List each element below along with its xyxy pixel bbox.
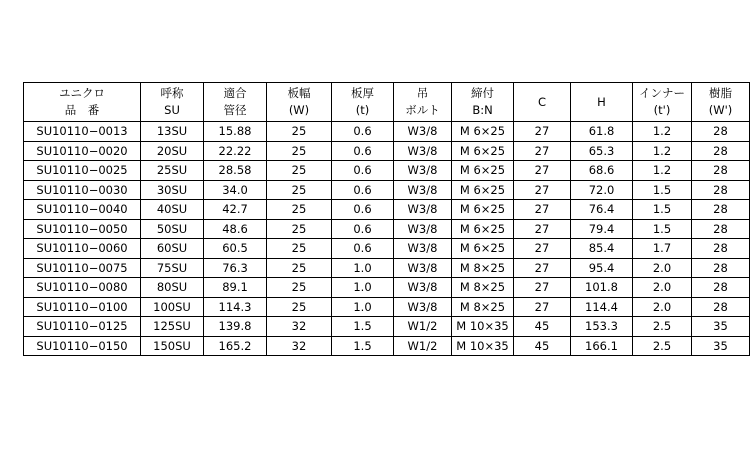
header-line-2: SU xyxy=(164,103,180,117)
table-cell: 61.8 xyxy=(571,122,633,142)
table-cell: 42.7 xyxy=(204,200,267,220)
table-row xyxy=(24,141,750,161)
table-cell: 48.6 xyxy=(204,219,267,239)
header-resin-width xyxy=(692,83,750,122)
table-cell: 27 xyxy=(514,239,571,259)
table-cell: 60SU xyxy=(141,239,204,259)
table-cell: SU10110−0050 xyxy=(24,219,141,239)
table-cell: 22.22 xyxy=(204,141,267,161)
table-cell: W3/8 xyxy=(394,258,452,278)
table-cell: 45 xyxy=(514,317,571,337)
table-cell: 80SU xyxy=(141,278,204,298)
header-line-1: 板幅 xyxy=(287,86,311,100)
table-cell: 28.58 xyxy=(204,161,267,181)
table-cell: 1.5 xyxy=(332,317,394,337)
table-row xyxy=(24,336,750,356)
table-cell: 114.4 xyxy=(571,297,633,317)
table-cell: 25 xyxy=(267,200,332,220)
table-cell: 2.0 xyxy=(633,297,692,317)
table-cell: 139.8 xyxy=(204,317,267,337)
header-line-1: ユニクロ xyxy=(59,86,105,100)
table-cell: 28 xyxy=(692,141,750,161)
table-cell: 45 xyxy=(514,336,571,356)
table-cell: 1.5 xyxy=(633,180,692,200)
header-line-2: (W') xyxy=(708,103,733,117)
table-row xyxy=(24,219,750,239)
table-cell: 79.4 xyxy=(571,219,633,239)
table-cell: 89.1 xyxy=(204,278,267,298)
table-cell: 75SU xyxy=(141,258,204,278)
table-cell: 28 xyxy=(692,239,750,259)
table-cell: M 6×25 xyxy=(452,161,514,181)
table-cell: 25 xyxy=(267,258,332,278)
header-h xyxy=(571,83,633,122)
table-cell: 153.3 xyxy=(571,317,633,337)
table-cell: M 8×25 xyxy=(452,278,514,298)
table-cell: 2.0 xyxy=(633,258,692,278)
table-cell: 27 xyxy=(514,180,571,200)
table-cell: 28 xyxy=(692,297,750,317)
table-row xyxy=(24,200,750,220)
table-cell: 28 xyxy=(692,180,750,200)
header-plate-width xyxy=(267,83,332,122)
table-cell: 27 xyxy=(514,219,571,239)
table-cell: 1.0 xyxy=(332,258,394,278)
table-cell: 1.2 xyxy=(633,161,692,181)
table-cell: W3/8 xyxy=(394,122,452,142)
table-cell: M 8×25 xyxy=(452,258,514,278)
table-cell: 1.5 xyxy=(332,336,394,356)
table-cell: 25 xyxy=(267,122,332,142)
table-cell: W3/8 xyxy=(394,161,452,181)
table-cell: SU10110−0013 xyxy=(24,122,141,142)
table-cell: 166.1 xyxy=(571,336,633,356)
table-cell: 68.6 xyxy=(571,161,633,181)
table-cell: 25 xyxy=(267,239,332,259)
header-line-2: 品 番 xyxy=(64,103,100,117)
table-cell: 13SU xyxy=(141,122,204,142)
table-cell: 1.5 xyxy=(633,200,692,220)
table-cell: 28 xyxy=(692,122,750,142)
table-cell: 101.8 xyxy=(571,278,633,298)
table-row xyxy=(24,317,750,337)
header-line-2: ボルト xyxy=(405,103,440,117)
table-cell: 27 xyxy=(514,122,571,142)
table-cell: 0.6 xyxy=(332,239,394,259)
table-cell: SU10110−0125 xyxy=(24,317,141,337)
header-fastening-bn xyxy=(452,83,514,122)
header-line-2: 管径 xyxy=(223,103,247,117)
header-line-2: (t') xyxy=(653,103,671,117)
table-cell: 28 xyxy=(692,278,750,298)
header-line-1: C xyxy=(537,94,547,109)
table-cell: 2.0 xyxy=(633,278,692,298)
table-cell: 27 xyxy=(514,278,571,298)
table-cell: W3/8 xyxy=(394,239,452,259)
table-cell: 1.2 xyxy=(633,141,692,161)
table-cell: 0.6 xyxy=(332,200,394,220)
table-cell: M 10×35 xyxy=(452,336,514,356)
table-cell: SU10110−0040 xyxy=(24,200,141,220)
table-cell: 25 xyxy=(267,297,332,317)
table-cell: 2.5 xyxy=(633,336,692,356)
table-cell: 40SU xyxy=(141,200,204,220)
table-cell: 0.6 xyxy=(332,219,394,239)
table-cell: 0.6 xyxy=(332,161,394,181)
header-hanging-bolt xyxy=(394,83,452,122)
table-cell: SU10110−0030 xyxy=(24,180,141,200)
table-row xyxy=(24,180,750,200)
table-cell: 30SU xyxy=(141,180,204,200)
spec-table xyxy=(23,82,750,356)
table-cell: 28 xyxy=(692,161,750,181)
header-part-number xyxy=(24,83,141,122)
table-cell: 1.5 xyxy=(633,219,692,239)
table-cell: SU10110−0075 xyxy=(24,258,141,278)
header-plate-thickness xyxy=(332,83,394,122)
table-cell: 28 xyxy=(692,258,750,278)
table-cell: 32 xyxy=(267,336,332,356)
table-cell: 76.3 xyxy=(204,258,267,278)
table-cell: 27 xyxy=(514,141,571,161)
table-cell: W1/2 xyxy=(394,317,452,337)
header-pipe-diameter xyxy=(204,83,267,122)
table-cell: 0.6 xyxy=(332,180,394,200)
table-cell: 27 xyxy=(514,297,571,317)
table-cell: SU10110−0080 xyxy=(24,278,141,298)
header-c xyxy=(514,83,571,122)
table-cell: M 8×25 xyxy=(452,297,514,317)
header-line-1: 樹脂 xyxy=(709,86,732,100)
table-cell: W3/8 xyxy=(394,180,452,200)
table-cell: 25SU xyxy=(141,161,204,181)
table-cell: M 6×25 xyxy=(452,200,514,220)
table-cell: 2.5 xyxy=(633,317,692,337)
table-cell: 27 xyxy=(514,200,571,220)
table-cell: 25 xyxy=(267,161,332,181)
table-cell: W3/8 xyxy=(394,200,452,220)
table-cell: W3/8 xyxy=(394,297,452,317)
table-body xyxy=(24,122,750,356)
table-cell: 27 xyxy=(514,258,571,278)
table-cell: SU10110−0150 xyxy=(24,336,141,356)
table-cell: M 6×25 xyxy=(452,239,514,259)
header-size-su xyxy=(141,83,204,122)
table-cell: M 6×25 xyxy=(452,180,514,200)
table-cell: 0.6 xyxy=(332,122,394,142)
table-cell: SU10110−0060 xyxy=(24,239,141,259)
table-row xyxy=(24,258,750,278)
table-cell: 28 xyxy=(692,200,750,220)
table-row xyxy=(24,297,750,317)
table-cell: SU10110−0100 xyxy=(24,297,141,317)
table-cell: 76.4 xyxy=(571,200,633,220)
header-inner-thickness xyxy=(633,83,692,122)
table-cell: M 6×25 xyxy=(452,219,514,239)
table-cell: 34.0 xyxy=(204,180,267,200)
table-cell: 50SU xyxy=(141,219,204,239)
table-cell: 95.4 xyxy=(571,258,633,278)
header-line-1: インナー xyxy=(639,86,685,100)
table-cell: 27 xyxy=(514,161,571,181)
table-row xyxy=(24,122,750,142)
table-cell: W1/2 xyxy=(394,336,452,356)
header-row xyxy=(24,83,750,122)
header-line-1: 適合 xyxy=(223,86,247,100)
header-line-1: H xyxy=(597,94,606,109)
table-cell: 100SU xyxy=(141,297,204,317)
table-cell: 165.2 xyxy=(204,336,267,356)
header-line-2: B:N xyxy=(472,103,493,117)
table-cell: W3/8 xyxy=(394,278,452,298)
table-cell: 1.7 xyxy=(633,239,692,259)
table-cell: 25 xyxy=(267,141,332,161)
table-header xyxy=(24,83,750,122)
table-cell: 32 xyxy=(267,317,332,337)
table-cell: M 6×25 xyxy=(452,141,514,161)
table-row xyxy=(24,239,750,259)
table-cell: 150SU xyxy=(141,336,204,356)
table-cell: W3/8 xyxy=(394,219,452,239)
table-cell: SU10110−0020 xyxy=(24,141,141,161)
header-line-1: 板厚 xyxy=(351,86,374,100)
header-line-1: 吊 xyxy=(416,86,429,100)
table-cell: 20SU xyxy=(141,141,204,161)
table-cell: 1.2 xyxy=(633,122,692,142)
table-cell: 125SU xyxy=(141,317,204,337)
table-cell: M 6×25 xyxy=(452,122,514,142)
table-cell: 35 xyxy=(692,317,750,337)
header-line-1: 呼称 xyxy=(160,86,184,100)
table-row xyxy=(24,278,750,298)
header-line-2: (W) xyxy=(288,103,310,117)
header-line-1: 締付 xyxy=(471,86,494,100)
table-cell: W3/8 xyxy=(394,141,452,161)
table-cell: SU10110−0025 xyxy=(24,161,141,181)
table-cell: 35 xyxy=(692,336,750,356)
table-cell: 15.88 xyxy=(204,122,267,142)
table-cell: 28 xyxy=(692,219,750,239)
table-row xyxy=(24,161,750,181)
table-cell: 85.4 xyxy=(571,239,633,259)
table-cell: 0.6 xyxy=(332,141,394,161)
table-cell: 72.0 xyxy=(571,180,633,200)
table-cell: 25 xyxy=(267,180,332,200)
table-cell: 25 xyxy=(267,219,332,239)
table-cell: 114.3 xyxy=(204,297,267,317)
header-line-2: (t) xyxy=(355,103,370,117)
table-cell: 25 xyxy=(267,278,332,298)
table-cell: 60.5 xyxy=(204,239,267,259)
table-cell: 65.3 xyxy=(571,141,633,161)
table-cell: 1.0 xyxy=(332,297,394,317)
table-cell: 1.0 xyxy=(332,278,394,298)
table-cell: M 10×35 xyxy=(452,317,514,337)
